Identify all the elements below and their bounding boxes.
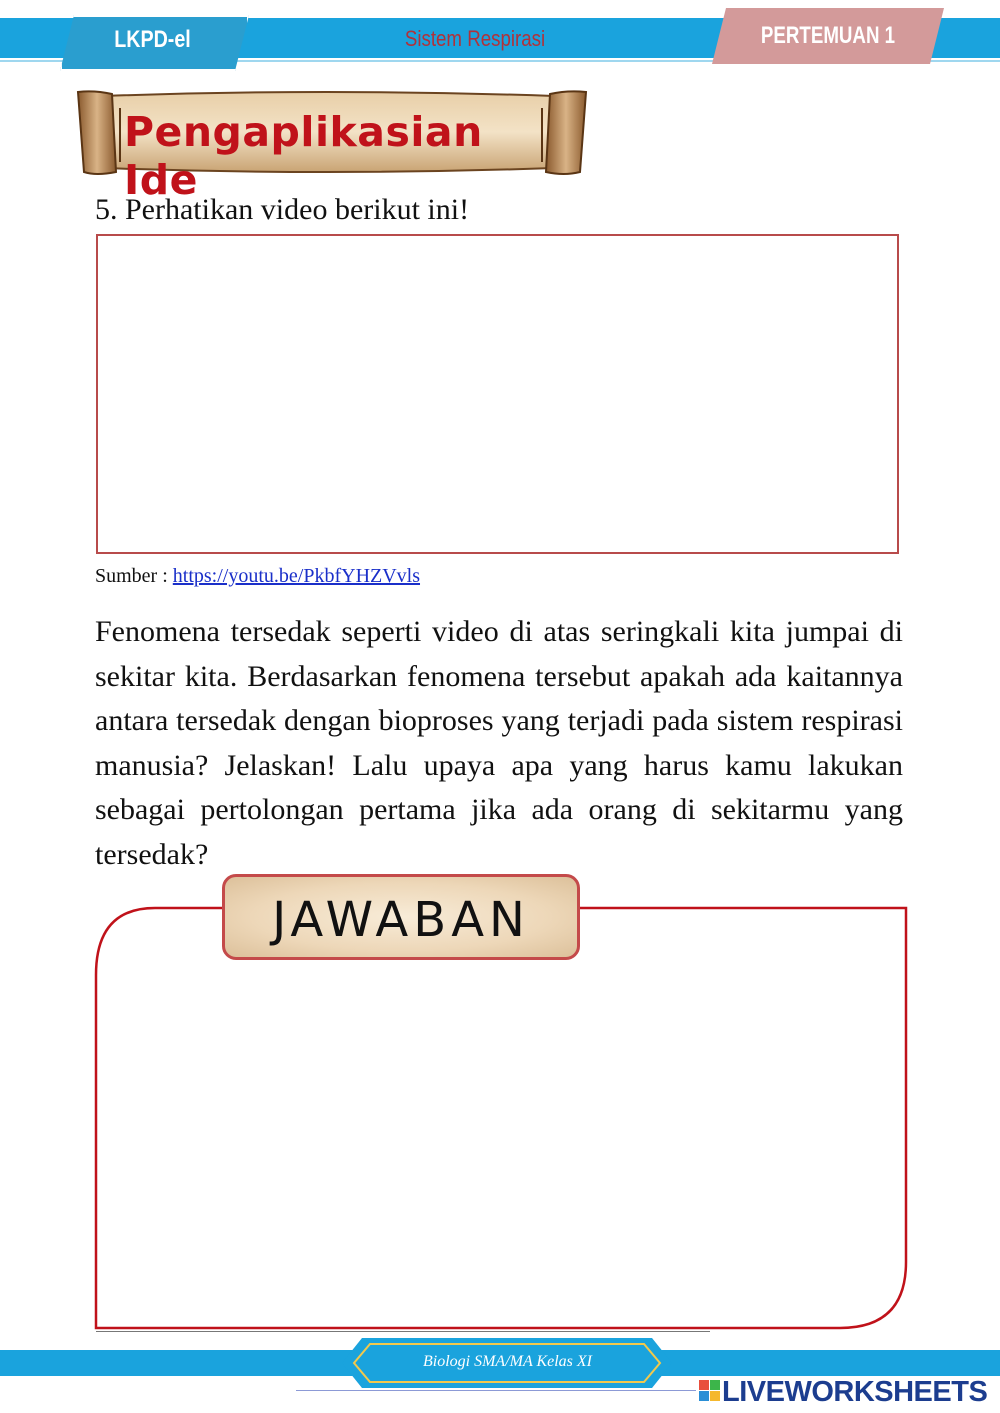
source-link[interactable]: https://youtu.be/PkbfYHZVvls <box>172 565 421 587</box>
liveworksheets-brand[interactable]: LIVEWORKSHEETS <box>722 1376 988 1408</box>
source-line <box>95 565 420 588</box>
answer-input[interactable] <box>110 975 895 1315</box>
section-banner-title: Pengaplikasian Ide <box>124 108 483 204</box>
liveworksheets-logo-icon <box>699 1380 721 1404</box>
video-embed[interactable] <box>96 234 899 554</box>
question-label: 5. Perhatikan video berikut ini! <box>95 193 470 226</box>
footer-divider <box>96 1331 710 1332</box>
footer-divider-2 <box>296 1390 696 1391</box>
subject-title: Sistem Respirasi <box>404 26 546 51</box>
source-prefix: Sumber : <box>95 565 168 587</box>
footer-badge-text: Biologi SMA/MA Kelas XI <box>422 1353 592 1370</box>
meeting-label: PERTEMUAN 1 <box>760 22 896 49</box>
question-paragraph: Fenomena tersedak seperti video di atas seringkali kita jumpai di sekitar kita. Berdasarkan fenomena tersebut apakah ada kaitannya antara tersedak dengan bioproses yang terjadi pada sistem respirasi manusia? Jelaskan! Lalu upaya apa yang harus kamu lakukan sebagai pertolongan pertama jika ada orang di sekitarmu yang tersedak? <box>95 615 903 871</box>
lkpd-label: LKPD-el <box>114 26 191 53</box>
answer-header-label: JAWABAN <box>272 892 530 948</box>
